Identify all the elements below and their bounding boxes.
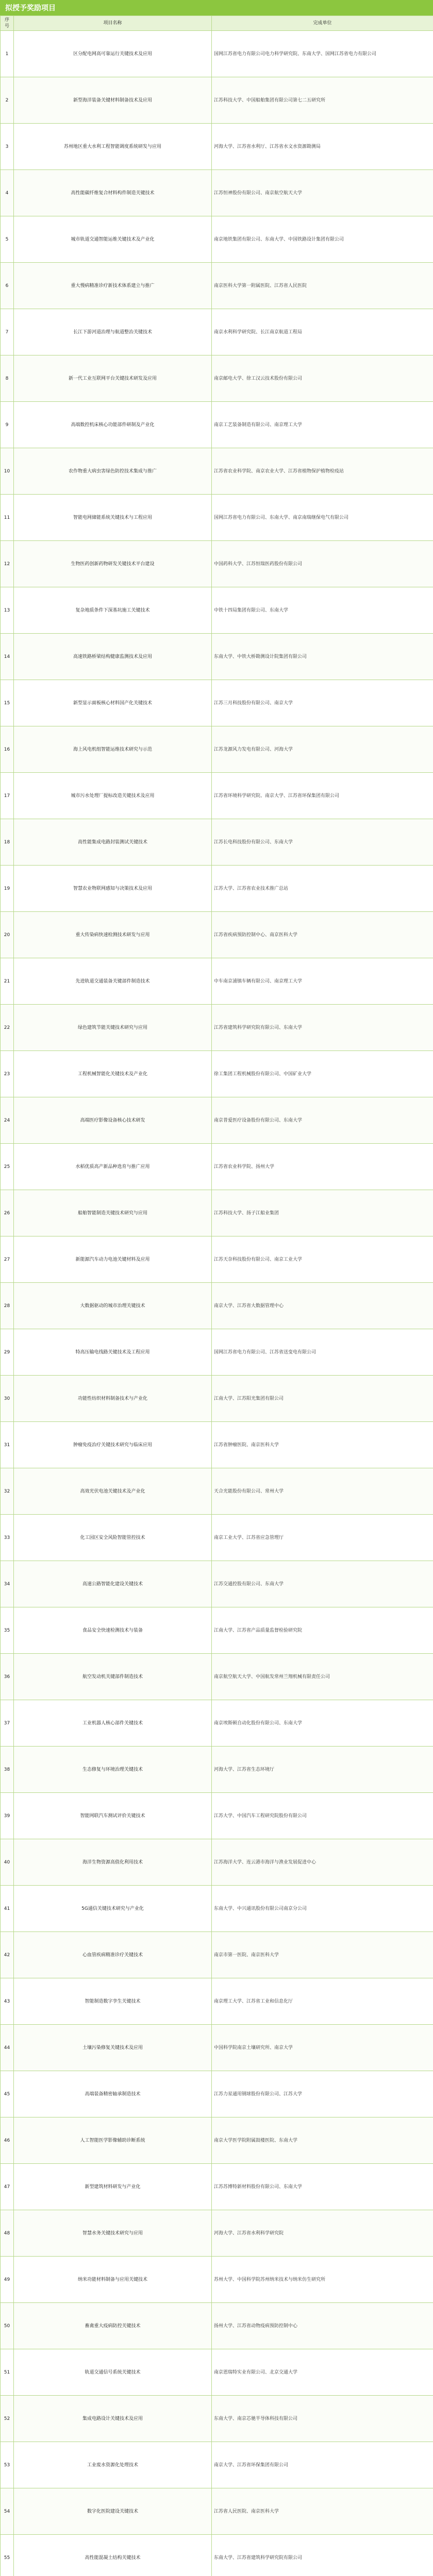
table-row: [1, 1747, 433, 1793]
row-number: 31: [1, 1422, 14, 1468]
project-name: 智能制造数字孪生关键技术: [14, 1978, 212, 2025]
completing-units: 河海大学、江苏省水利科学研究院: [212, 2210, 433, 2257]
row-number: 18: [1, 819, 14, 866]
project-name: 水稻优质高产新品种选育与推广应用: [14, 1144, 212, 1190]
row-number: 17: [1, 773, 14, 819]
completing-units: 江苏长电科技股份有限公司、东南大学: [212, 819, 433, 866]
project-name: 高性能集成电路封装测试关键技术: [14, 819, 212, 866]
row-number: 13: [1, 587, 14, 634]
row-number: 21: [1, 958, 14, 1005]
project-name: 肿瘤免疫治疗关键技术研究与临床应用: [14, 1422, 212, 1468]
row-number: 15: [1, 680, 14, 726]
project-name: 智能电网储能系统关键技术与工程应用: [14, 495, 212, 541]
row-number: 40: [1, 1839, 14, 1886]
project-name: 数字化医院建设关键技术: [14, 2488, 212, 2535]
completing-units: 江苏苏博特新材料股份有限公司、东南大学: [212, 2164, 433, 2210]
completing-units: 南京地铁集团有限公司、东南大学、中国铁路设计集团有限公司: [212, 216, 433, 263]
completing-units: 江苏龙源风力发电有限公司、河海大学: [212, 726, 433, 773]
completing-units: 江苏海洋大学、连云港市海洋与渔业发展促进中心: [212, 1839, 433, 1886]
completing-units: 江苏省肿瘤医院、南京医科大学: [212, 1422, 433, 1468]
project-name: 高端装备精密轴承制造技术: [14, 2071, 212, 2117]
row-number: 10: [1, 448, 14, 495]
project-name: 海洋生物资源高值化利用技术: [14, 1839, 212, 1886]
row-number: 20: [1, 912, 14, 958]
row-number: 6: [1, 263, 14, 309]
completing-units: 江南大学、江苏省产品质量监督检验研究院: [212, 1607, 433, 1654]
table-row: [1, 309, 433, 355]
table-row: [1, 124, 433, 170]
completing-units: 江苏科技大学、中国船舶集团有限公司第七二五研究所: [212, 77, 433, 124]
row-number: 9: [1, 402, 14, 448]
row-number: 50: [1, 2303, 14, 2349]
completing-units: 江苏科技大学、扬子江船业集团: [212, 1190, 433, 1236]
project-name: 高速铁路桥梁结构健康监测技术及应用: [14, 634, 212, 680]
project-name: 大数据驱动的城市治理关键技术: [14, 1283, 212, 1329]
completing-units: 南京工业大学、江苏省应急管理厅: [212, 1515, 433, 1561]
table-row: [1, 1144, 433, 1190]
table-row: [1, 1190, 433, 1236]
completing-units: 东南大学、中兴通讯股份有限公司南京分公司: [212, 1886, 433, 1932]
row-number: 33: [1, 1515, 14, 1561]
completing-units: 国网江苏省电力有限公司电力科学研究院、东南大学、国网江苏省电力有限公司: [212, 31, 433, 77]
table-row: [1, 1329, 433, 1376]
row-number: 43: [1, 1978, 14, 2025]
table-row: [1, 77, 433, 124]
table-row: [1, 1422, 433, 1468]
completing-units: 天合光能股份有限公司、常州大学: [212, 1468, 433, 1515]
project-name: 城市轨道交通智能运维关键技术及产业化: [14, 216, 212, 263]
section-title: 拟授予奖励项目: [5, 4, 56, 12]
project-name: 高端医疗影像设备核心技术研发: [14, 1097, 212, 1144]
row-number: 5: [1, 216, 14, 263]
table-row: [1, 912, 433, 958]
project-name: 重大传染病快速检测技术研发与应用: [14, 912, 212, 958]
completing-units: 江苏交通控股有限公司、东南大学: [212, 1561, 433, 1607]
project-name: 生态修复与环境治理关键技术: [14, 1747, 212, 1793]
table-row: [1, 819, 433, 866]
completing-units: 江苏三月科技股份有限公司、南京大学: [212, 680, 433, 726]
table-row: [1, 2349, 433, 2396]
table-row: [1, 726, 433, 773]
row-number: 16: [1, 726, 14, 773]
completing-units: 江苏天奈科技股份有限公司、南京工业大学: [212, 1236, 433, 1283]
completing-units: 南京大学、江苏省大数据管理中心: [212, 1283, 433, 1329]
row-number: 24: [1, 1097, 14, 1144]
column-header-no: 序号: [1, 16, 14, 31]
completing-units: 江苏大学、江苏省农业技术推广总站: [212, 866, 433, 912]
table-row: [1, 634, 433, 680]
completing-units: 苏州大学、中国科学院苏州纳米技术与纳米仿生研究所: [212, 2257, 433, 2303]
completing-units: 东南大学、江苏省建筑科学研究院有限公司: [212, 2535, 433, 2576]
table-row: [1, 402, 433, 448]
row-number: 19: [1, 866, 14, 912]
table-row: [1, 216, 433, 263]
completing-units: 江苏省建筑科学研究院有限公司、东南大学: [212, 1005, 433, 1051]
row-number: 32: [1, 1468, 14, 1515]
section-title-bar: [0, 0, 433, 15]
completing-units: 扬州大学、江苏省动物疫病预防控制中心: [212, 2303, 433, 2349]
project-name: 工业废水资源化处理技术: [14, 2442, 212, 2488]
table-row: [1, 2303, 433, 2349]
row-number: 2: [1, 77, 14, 124]
row-number: 1: [1, 31, 14, 77]
table-row: [1, 1932, 433, 1978]
project-name: 生物医药创新药物研发关键技术平台建设: [14, 541, 212, 587]
completing-units: 江苏恒神股份有限公司、南京航空航天大学: [212, 170, 433, 216]
project-name: 食品安全快速检测技术与装备: [14, 1607, 212, 1654]
table-row: [1, 1376, 433, 1422]
column-header-org: 完成单位: [212, 16, 433, 31]
row-number: 36: [1, 1654, 14, 1700]
row-number: 22: [1, 1005, 14, 1051]
table-row: [1, 263, 433, 309]
awards-table: [0, 15, 433, 2576]
column-header-name: 项目名称: [14, 16, 212, 31]
completing-units: 江苏省疾病预防控制中心、南京医科大学: [212, 912, 433, 958]
row-number: 35: [1, 1607, 14, 1654]
project-name: 化工园区安全风险智能管控技术: [14, 1515, 212, 1561]
project-name: 区分配电网高可靠运行关键技术及应用: [14, 31, 212, 77]
table-row: [1, 2164, 433, 2210]
row-number: 11: [1, 495, 14, 541]
table-row: [1, 2257, 433, 2303]
project-name: 新能源汽车动力电池关键材料及应用: [14, 1236, 212, 1283]
completing-units: 中车南京浦镇车辆有限公司、南京理工大学: [212, 958, 433, 1005]
row-number: 54: [1, 2488, 14, 2535]
row-number: 45: [1, 2071, 14, 2117]
table-row: [1, 2535, 433, 2576]
table-row: [1, 1561, 433, 1607]
row-number: 39: [1, 1793, 14, 1839]
completing-units: 江苏省农业科学院、南京农业大学、江苏省植物保护植物检疫站: [212, 448, 433, 495]
table-row: [1, 2396, 433, 2442]
project-name: 畜禽重大疫病防控关键技术: [14, 2303, 212, 2349]
row-number: 28: [1, 1283, 14, 1329]
completing-units: 江苏省人民医院、南京医科大学: [212, 2488, 433, 2535]
project-name: 轨道交通信号系统关键技术: [14, 2349, 212, 2396]
project-name: 智慧农业物联网感知与决策技术及应用: [14, 866, 212, 912]
table-row: [1, 866, 433, 912]
project-name: 工业机器人核心部件关键技术: [14, 1700, 212, 1747]
table-row: [1, 2117, 433, 2164]
completing-units: 国网江苏省电力有限公司、江苏省送变电有限公司: [212, 1329, 433, 1376]
project-name: 高端数控机床核心功能部件研制及产业化: [14, 402, 212, 448]
completing-units: 江苏省环境科学研究院、南京大学、江苏省环保集团有限公司: [212, 773, 433, 819]
completing-units: 中铁十四局集团有限公司、东南大学: [212, 587, 433, 634]
completing-units: 南京大学、江苏省环保集团有限公司: [212, 2442, 433, 2488]
completing-units: 南京大学医学院附属鼓楼医院、东南大学: [212, 2117, 433, 2164]
table-row: [1, 1607, 433, 1654]
project-name: 心血管疾病精准诊疗关键技术: [14, 1932, 212, 1978]
table-row: [1, 587, 433, 634]
row-number: 51: [1, 2349, 14, 2396]
table-row: [1, 1097, 433, 1144]
row-number: 49: [1, 2257, 14, 2303]
completing-units: 东南大学、中铁大桥勘测设计院集团有限公司: [212, 634, 433, 680]
completing-units: 中国药科大学、江苏恒瑞医药股份有限公司: [212, 541, 433, 587]
row-number: 52: [1, 2396, 14, 2442]
project-name: 绿色建筑节能关键技术研究与应用: [14, 1005, 212, 1051]
completing-units: 江苏省农业科学院、扬州大学: [212, 1144, 433, 1190]
project-name: 先进轨道交通装备关键部件制造技术: [14, 958, 212, 1005]
row-number: 27: [1, 1236, 14, 1283]
table-row: [1, 1468, 433, 1515]
row-number: 53: [1, 2442, 14, 2488]
table-row: [1, 2442, 433, 2488]
project-name: 新型显示面板核心材料国产化关键技术: [14, 680, 212, 726]
completing-units: 徐工集团工程机械股份有限公司、中国矿业大学: [212, 1051, 433, 1097]
row-number: 46: [1, 2117, 14, 2164]
table-row: [1, 495, 433, 541]
table-row: [1, 1283, 433, 1329]
table-row: [1, 1886, 433, 1932]
table-body: [1, 31, 433, 2576]
table-row: [1, 355, 433, 402]
table-row: [1, 2071, 433, 2117]
project-name: 智能网联汽车测试评价关键技术: [14, 1793, 212, 1839]
row-number: 37: [1, 1700, 14, 1747]
row-number: 34: [1, 1561, 14, 1607]
project-name: 集成电路设计关键技术及应用: [14, 2396, 212, 2442]
completing-units: 中国科学院南京土壤研究所、南京大学: [212, 2025, 433, 2071]
table-row: [1, 1793, 433, 1839]
project-name: 5G通信关键技术研究与产业化: [14, 1886, 212, 1932]
completing-units: 南京理工大学、江苏省工业和信息化厅: [212, 1978, 433, 2025]
project-name: 海上风电机组智能运维技术研究与示范: [14, 726, 212, 773]
row-number: 4: [1, 170, 14, 216]
project-name: 高性能混凝土结构关键技术: [14, 2535, 212, 2576]
row-number: 14: [1, 634, 14, 680]
completing-units: 江苏力星通用钢球股份有限公司、江苏大学: [212, 2071, 433, 2117]
project-name: 新一代工业互联网平台关键技术研发及应用: [14, 355, 212, 402]
table-row: [1, 541, 433, 587]
table-row: [1, 2210, 433, 2257]
completing-units: 河海大学、江苏省水利厅、江苏省水文水资源勘测局: [212, 124, 433, 170]
completing-units: 东南大学、南京芯驰半导体科技有限公司: [212, 2396, 433, 2442]
row-number: 47: [1, 2164, 14, 2210]
table-row: [1, 2025, 433, 2071]
project-name: 特高压输电线路关键技术及工程应用: [14, 1329, 212, 1376]
row-number: 25: [1, 1144, 14, 1190]
project-name: 农作物重大病虫害绿色防控技术集成与推广: [14, 448, 212, 495]
row-number: 8: [1, 355, 14, 402]
row-number: 26: [1, 1190, 14, 1236]
row-number: 29: [1, 1329, 14, 1376]
row-number: 30: [1, 1376, 14, 1422]
project-name: 新型海洋装备关键材料制备技术及应用: [14, 77, 212, 124]
project-name: 高性能碳纤维复合材料构件制造关键技术: [14, 170, 212, 216]
project-name: 土壤污染修复关键技术及应用: [14, 2025, 212, 2071]
row-number: 48: [1, 2210, 14, 2257]
completing-units: 江苏大学、中国汽车工程研究院股份有限公司: [212, 1793, 433, 1839]
table-row: [1, 1515, 433, 1561]
row-number: 41: [1, 1886, 14, 1932]
table-row: [1, 1839, 433, 1886]
row-number: 3: [1, 124, 14, 170]
project-name: 重大慢病精准诊疗新技术体系建立与推广: [14, 263, 212, 309]
row-number: 12: [1, 541, 14, 587]
table-row: [1, 1005, 433, 1051]
completing-units: 南京医科大学第一附属医院、江苏省人民医院: [212, 263, 433, 309]
table-row: [1, 1700, 433, 1747]
project-name: 苏州地区重大水利工程智能调度系统研发与应用: [14, 124, 212, 170]
table-row: [1, 773, 433, 819]
row-number: 55: [1, 2535, 14, 2576]
project-name: 高效光伏电池关键技术及产业化: [14, 1468, 212, 1515]
completing-units: 南京水利科学研究院、长江南京航道工程局: [212, 309, 433, 355]
table-row: [1, 1051, 433, 1097]
row-number: 23: [1, 1051, 14, 1097]
completing-units: 南京航空航天大学、中国航发常州兰翔机械有限责任公司: [212, 1654, 433, 1700]
table-row: [1, 958, 433, 1005]
completing-units: 江南大学、江苏阳光集团有限公司: [212, 1376, 433, 1422]
table-row: [1, 1654, 433, 1700]
table-row: [1, 170, 433, 216]
completing-units: 南京埃斯顿自动化股份有限公司、东南大学: [212, 1700, 433, 1747]
project-name: 新型建筑材料研发与产业化: [14, 2164, 212, 2210]
completing-units: 国网江苏省电力有限公司、东南大学、南京南瑞继保电气有限公司: [212, 495, 433, 541]
project-name: 纳米功能材料制备与应用关键技术: [14, 2257, 212, 2303]
row-number: 38: [1, 1747, 14, 1793]
project-name: 城市污水处理厂提标改造关键技术及应用: [14, 773, 212, 819]
completing-units: 南京邮电大学、徐工汉云技术股份有限公司: [212, 355, 433, 402]
table-row: [1, 31, 433, 77]
table-row: [1, 448, 433, 495]
table-row: [1, 1236, 433, 1283]
project-name: 船舶智能制造关键技术研究与应用: [14, 1190, 212, 1236]
project-name: 长江下游河道治理与航道整治关键技术: [14, 309, 212, 355]
table-header-row: [1, 16, 433, 31]
table-row: [1, 680, 433, 726]
table-row: [1, 2488, 433, 2535]
completing-units: 南京恩瑞特实业有限公司、北京交通大学: [212, 2349, 433, 2396]
project-name: 高速公路智能化建设关键技术: [14, 1561, 212, 1607]
completing-units: 河海大学、江苏省生态环境厅: [212, 1747, 433, 1793]
project-name: 复杂地质条件下深基坑施工关键技术: [14, 587, 212, 634]
completing-units: 南京普爱医疗设备股份有限公司、东南大学: [212, 1097, 433, 1144]
project-name: 航空发动机关键部件制造技术: [14, 1654, 212, 1700]
row-number: 42: [1, 1932, 14, 1978]
table-row: [1, 1978, 433, 2025]
completing-units: 南京工艺装备制造有限公司、南京理工大学: [212, 402, 433, 448]
row-number: 7: [1, 309, 14, 355]
project-name: 功能性纺织材料制备技术与产业化: [14, 1376, 212, 1422]
completing-units: 南京市第一医院、南京医科大学: [212, 1932, 433, 1978]
project-name: 智慧水务关键技术研究与应用: [14, 2210, 212, 2257]
row-number: 44: [1, 2025, 14, 2071]
project-name: 工程机械智能化关键技术及产业化: [14, 1051, 212, 1097]
project-name: 人工智能医学影像辅助诊断系统: [14, 2117, 212, 2164]
